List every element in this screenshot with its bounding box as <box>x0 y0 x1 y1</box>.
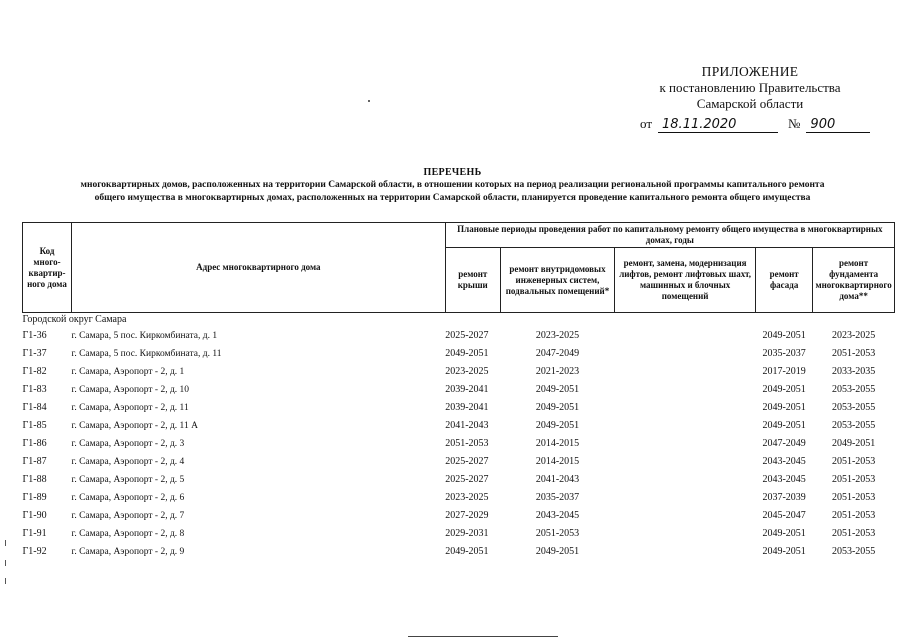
row-roof: 2027-2029 <box>445 510 489 521</box>
row-elevators <box>615 435 756 453</box>
row-engineering: 2049-2051 <box>535 384 580 395</box>
row-address: г. Самара, Аэропорт - 2, д. 1 <box>71 367 185 377</box>
row-code: Г1-83 <box>22 384 47 395</box>
row-elevators <box>615 345 756 363</box>
appendix-block <box>600 64 900 112</box>
row-code: Г1-84 <box>22 402 47 413</box>
decree-date: 18.11.2020 <box>658 118 778 133</box>
row-engineering: 2049-2051 <box>535 402 580 413</box>
row-address: г. Самара, Аэропорт - 2, д. 10 <box>71 385 190 395</box>
row-facade: 2049-2051 <box>762 384 806 395</box>
row-roof: 2023-2025 <box>445 366 489 377</box>
row-code: Г1-90 <box>22 510 47 521</box>
margin-mark <box>5 578 8 584</box>
row-engineering: 2014-2015 <box>535 438 580 449</box>
table-row <box>23 435 895 453</box>
document-heading <box>0 166 905 205</box>
heading-title: ПЕРЕЧЕНЬ <box>423 167 482 178</box>
header-foundation: ремонт фундамента многоквартирного дома** <box>813 248 895 313</box>
row-foundation: 2053-2055 <box>831 546 876 557</box>
margin-mark <box>5 540 8 546</box>
row-foundation: 2051-2053 <box>831 456 876 467</box>
header-roof: ремонт крыши <box>445 248 500 313</box>
row-foundation: 2051-2053 <box>831 510 876 521</box>
row-address: г. Самара, Аэропорт - 2, д. 9 <box>71 547 185 557</box>
row-address: г. Самара, Аэропорт - 2, д. 11 <box>71 403 189 413</box>
header-address: Адрес многоквартирного дома <box>72 223 446 313</box>
row-engineering: 2051-2053 <box>535 528 580 539</box>
table-row <box>23 525 895 543</box>
row-roof: 2039-2041 <box>445 384 489 395</box>
header-engineering: ремонт внутридомовых инженерных систем, подвальных помещений* <box>500 248 614 313</box>
row-facade: 2045-2047 <box>762 510 806 521</box>
row-address: г. Самара, Аэропорт - 2, д. 3 <box>71 439 185 449</box>
row-code: Г1-86 <box>22 438 47 449</box>
row-foundation: 2051-2053 <box>831 474 876 485</box>
table-row <box>23 345 895 363</box>
header-periods: Плановые периоды проведения работ по капитальному ремонту общего имущества в многоквартирных домах, годы <box>445 223 894 248</box>
table-row <box>23 453 895 471</box>
row-engineering: 2049-2051 <box>535 546 580 557</box>
row-elevators <box>615 417 756 435</box>
row-roof: 2025-2027 <box>445 474 489 485</box>
decree-reference <box>640 116 900 133</box>
row-foundation: 2053-2055 <box>831 420 876 431</box>
row-code: Г1-82 <box>22 366 47 377</box>
margin-mark <box>5 560 8 566</box>
row-foundation: 2023-2025 <box>831 330 876 341</box>
row-address: г. Самара, Аэропорт - 2, д. 7 <box>71 511 185 521</box>
row-facade: 2043-2045 <box>762 456 806 467</box>
table-row <box>23 543 895 561</box>
heading-line-1: многоквартирных домов, расположенных на территории Самарской области, в отношении которых на период реализации региональной программы капитального ремонта <box>80 180 825 190</box>
row-elevators <box>615 507 756 525</box>
table-row <box>23 489 895 507</box>
row-address: г. Самара, Аэропорт - 2, д. 4 <box>71 457 185 467</box>
row-roof: 2051-2053 <box>445 438 489 449</box>
row-roof: 2025-2027 <box>445 456 489 467</box>
row-elevators <box>615 471 756 489</box>
region-label: Городской округ Самара <box>22 314 127 325</box>
row-roof: 2025-2027 <box>445 330 489 341</box>
row-code: Г1-88 <box>22 474 47 485</box>
row-engineering: 2021-2023 <box>535 366 580 377</box>
decree-number-label: № <box>788 116 801 131</box>
decree-from-label: от <box>640 116 653 131</box>
table-row <box>23 507 895 525</box>
table-header-row <box>23 223 895 248</box>
row-address: г. Самара, 5 пос. Киркомбината, д. 1 <box>71 331 218 341</box>
row-facade: 2049-2051 <box>762 420 806 431</box>
row-roof: 2049-2051 <box>445 546 489 557</box>
row-facade: 2049-2051 <box>762 528 806 539</box>
row-elevators <box>615 453 756 471</box>
row-facade: 2049-2051 <box>762 330 806 341</box>
row-elevators <box>615 399 756 417</box>
row-code: Г1-37 <box>22 348 47 359</box>
row-code: Г1-89 <box>22 492 47 503</box>
row-roof: 2041-2043 <box>445 420 489 431</box>
row-foundation: 2051-2053 <box>831 348 876 359</box>
buildings-table <box>22 222 895 561</box>
appendix-line-1: к постановлению Правительства <box>659 80 841 95</box>
decree-number: 900 <box>806 118 870 133</box>
row-code: Г1-92 <box>22 546 47 557</box>
row-engineering: 2041-2043 <box>535 474 580 485</box>
table-row <box>23 417 895 435</box>
row-elevators <box>615 381 756 399</box>
table-row <box>23 399 895 417</box>
row-roof: 2039-2041 <box>445 402 489 413</box>
row-code: Г1-91 <box>22 528 47 539</box>
row-address: г. Самара, Аэропорт - 2, д. 6 <box>71 493 185 503</box>
bottom-rule <box>408 636 558 637</box>
appendix-title: ПРИЛОЖЕНИЕ <box>701 64 799 79</box>
row-facade: 2017-2019 <box>762 366 806 377</box>
row-elevators <box>615 363 756 381</box>
row-engineering: 2049-2051 <box>535 420 580 431</box>
row-engineering: 2043-2045 <box>535 510 580 521</box>
row-engineering: 2023-2025 <box>535 330 580 341</box>
table-row <box>23 471 895 489</box>
row-foundation: 2051-2053 <box>831 528 876 539</box>
header-facade: ремонт фасада <box>756 248 813 313</box>
row-facade: 2043-2045 <box>762 474 806 485</box>
table-row <box>23 363 895 381</box>
row-engineering: 2047-2049 <box>535 348 580 359</box>
row-engineering: 2014-2015 <box>535 456 580 467</box>
row-facade: 2047-2049 <box>762 438 806 449</box>
table-row <box>23 381 895 399</box>
region-row <box>23 313 895 328</box>
row-roof: 2029-2031 <box>445 528 489 539</box>
row-elevators <box>615 489 756 507</box>
header-elevators: ремонт, замена, модернизация лифтов, ремонт лифтовых шахт, машинных и блочных помещений <box>615 248 756 313</box>
scan-speck <box>368 100 370 102</box>
row-facade: 2037-2039 <box>762 492 806 503</box>
row-foundation: 2049-2051 <box>831 438 876 449</box>
row-foundation: 2053-2055 <box>831 402 876 413</box>
row-address: г. Самара, Аэропорт - 2, д. 8 <box>71 529 185 539</box>
row-code: Г1-36 <box>22 330 47 341</box>
row-code: Г1-87 <box>22 456 47 467</box>
header-code: Код много-квартир-ного дома <box>23 223 72 313</box>
row-address: г. Самара, Аэропорт - 2, д. 11 А <box>71 421 198 431</box>
row-engineering: 2035-2037 <box>535 492 580 503</box>
row-foundation: 2033-2035 <box>831 366 876 377</box>
row-facade: 2049-2051 <box>762 402 806 413</box>
appendix-line-2: Самарской области <box>696 96 804 111</box>
row-foundation: 2051-2053 <box>831 492 876 503</box>
row-elevators <box>615 543 756 561</box>
row-facade: 2049-2051 <box>762 546 806 557</box>
row-address: г. Самара, Аэропорт - 2, д. 5 <box>71 475 185 485</box>
table-row <box>23 327 895 345</box>
row-address: г. Самара, 5 пос. Киркомбината, д. 11 <box>71 349 222 359</box>
row-foundation: 2053-2055 <box>831 384 876 395</box>
row-facade: 2035-2037 <box>762 348 806 359</box>
row-roof: 2023-2025 <box>445 492 489 503</box>
row-code: Г1-85 <box>22 420 47 431</box>
row-elevators <box>615 525 756 543</box>
row-roof: 2049-2051 <box>445 348 489 359</box>
row-elevators <box>615 327 756 345</box>
heading-line-2: общего имущества в многоквартирных домах, расположенных на территории Самарской области, планируется проведение капитального ремонта общего имущества <box>94 193 811 203</box>
